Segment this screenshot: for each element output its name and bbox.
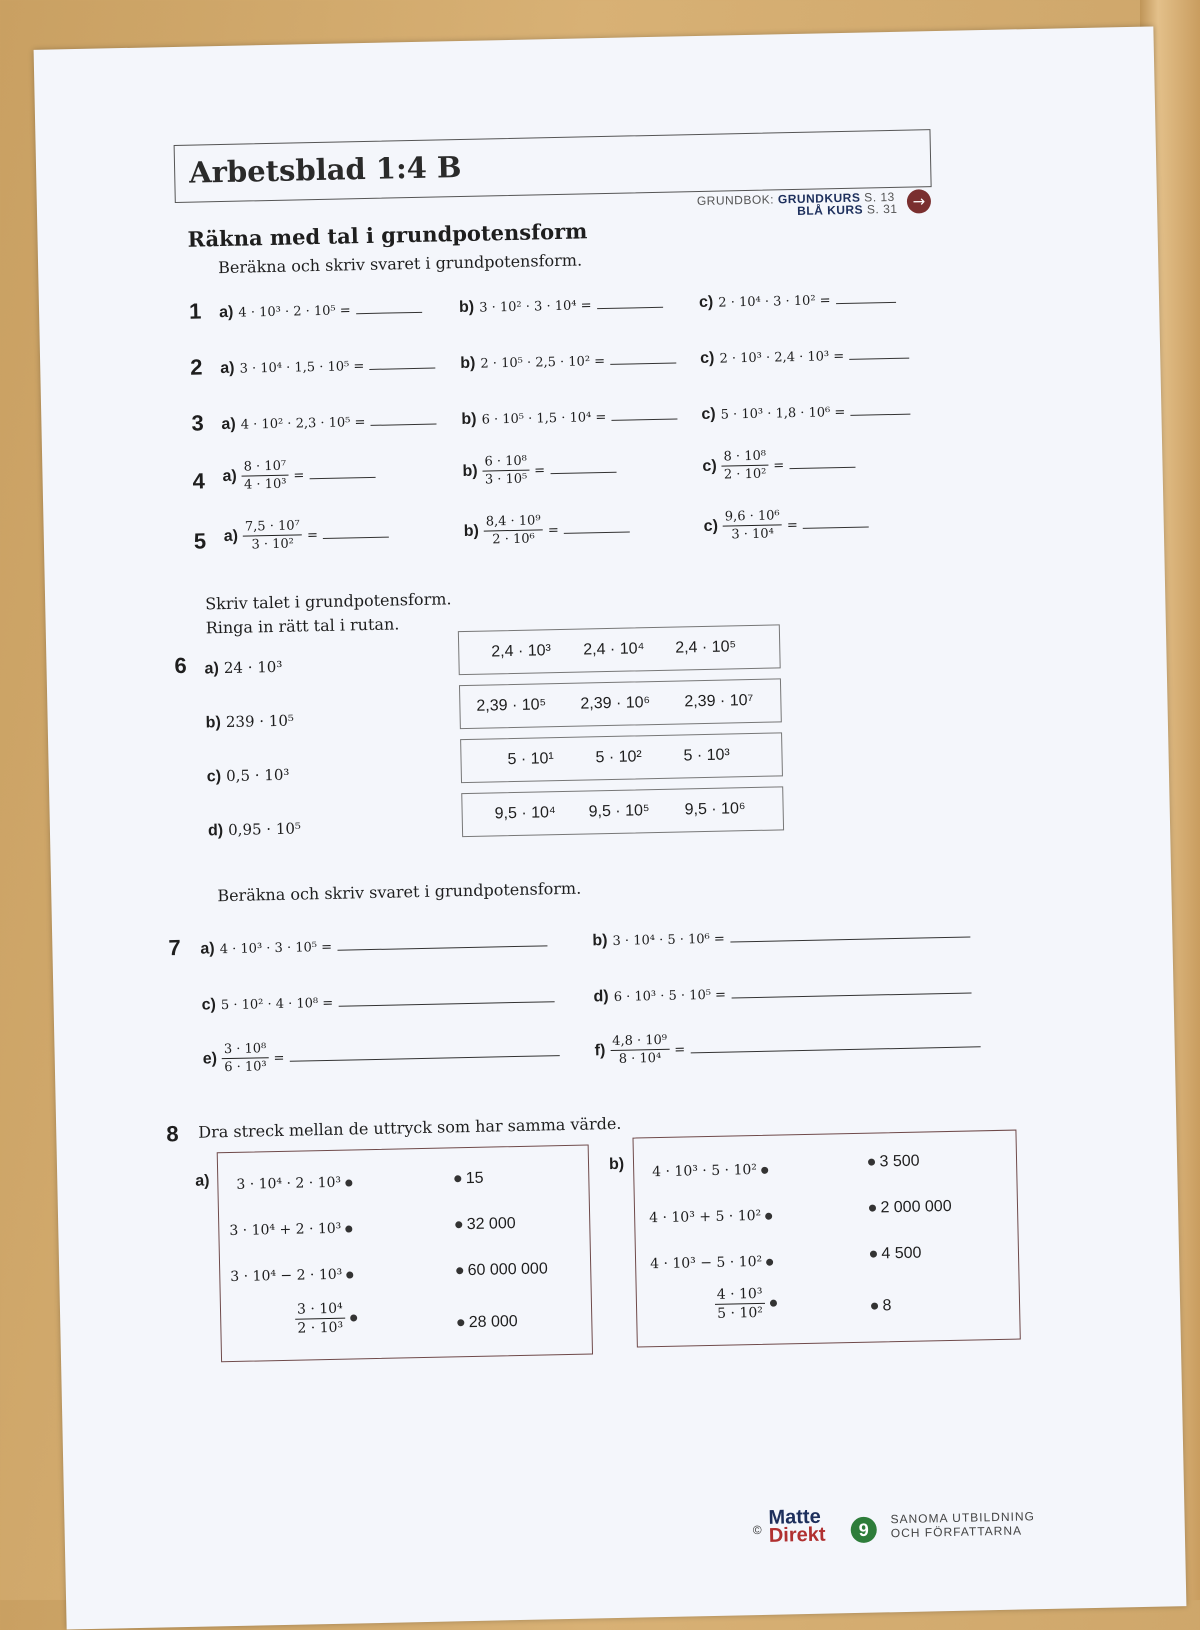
match-dot[interactable] [766, 1258, 773, 1265]
match-dot[interactable] [456, 1267, 463, 1274]
instruction-8: Dra streck mellan de uttryck som har samma värde. [198, 1113, 622, 1142]
answer-line[interactable] [803, 513, 869, 529]
problem-7f: f) $\frac{\text{4,8 · 10⁹}}{\text{8 · 10⁴}}$ = [594, 1026, 980, 1067]
match-dot[interactable] [347, 1271, 354, 1278]
match-left: $\frac{\text{3 · 10⁴}}{\text{2 · 10³}}$ [295, 1300, 358, 1336]
match-left: 4 · 10³ · 5 · 10² [652, 1162, 768, 1180]
match-right: 4 500 [870, 1245, 922, 1264]
match-dot[interactable] [457, 1319, 464, 1326]
problem-2c: c) 2 · 10³ · 2,4 · 10³ = [700, 344, 909, 368]
matching-box-8b [632, 1130, 1020, 1348]
problem-number-4: 4 [192, 468, 206, 494]
match-dot[interactable] [766, 1212, 773, 1219]
answer-line[interactable] [835, 288, 895, 304]
bla-kurs-page: S. 31 [866, 201, 898, 217]
choice-option[interactable]: 2,4 · 10⁴ [583, 640, 645, 659]
choice-option[interactable]: 5 · 10² [595, 748, 642, 767]
publisher-line-2: OCH FÖRFATTARNA [890, 1523, 1023, 1541]
match-dot[interactable] [871, 1303, 878, 1310]
answer-line[interactable] [849, 344, 909, 360]
problem-4b: b) $\frac{\text{6 · 10⁸}}{\text{3 · 10⁵}}$ = [462, 452, 616, 488]
answer-line[interactable] [610, 349, 676, 365]
problem-6b: b) 239 · 10⁵ [205, 711, 295, 732]
instruction-3: Beräkna och skriv svaret i grundpotensform. [217, 878, 582, 906]
publisher-line-1: SANOMA UTBILDNING [890, 1509, 1036, 1527]
answer-line[interactable] [730, 922, 970, 942]
problem-number-6: 6 [174, 652, 188, 679]
answer-line[interactable] [338, 987, 554, 1007]
match-dot[interactable] [770, 1300, 777, 1307]
match-left: 4 · 10³ − 5 · 10² [650, 1254, 774, 1273]
match-right: 2 000 000 [869, 1198, 952, 1218]
problem-5a: a) $\frac{\text{7,5 · 10⁷}}{\text{3 · 10²}}$ = [223, 517, 389, 553]
match-dot[interactable] [455, 1221, 462, 1228]
match-right: 3 500 [868, 1153, 920, 1172]
problem-3b: b) 6 · 10⁵ · 1,5 · 10⁴ = [461, 405, 677, 430]
problem-number-2: 2 [189, 354, 203, 380]
answer-line[interactable] [564, 518, 630, 534]
problem-number-1: 1 [188, 298, 202, 324]
match-right: 8 [871, 1297, 892, 1315]
instruction-2a: Skriv talet i grundpotensform. [205, 589, 452, 614]
worksheet-title: Arbetsblad 1:4 B [188, 149, 462, 190]
copyright-symbol: © [752, 1522, 762, 1538]
problem-4a: a) $\frac{\text{8 · 10⁷}}{\text{4 · 10³}}$ = [222, 457, 376, 493]
answer-line[interactable] [369, 354, 435, 370]
problem-6d: d) 0,95 · 10⁵ [207, 819, 302, 840]
choice-box-6b [459, 678, 782, 729]
choice-option[interactable]: 2,39 · 10⁵ [476, 696, 547, 715]
problem-1b: b) 3 · 10² · 3 · 10⁴ = [459, 293, 663, 317]
problem-3c: c) 5 · 10³ · 1,8 · 10⁶ = [701, 400, 910, 424]
problem-4c: c) $\frac{\text{8 · 10⁸}}{\text{2 · 10²}}$ = [702, 447, 856, 483]
matching-box-8a [217, 1145, 593, 1363]
section-title: Räkna med tal i grundpotensform [187, 218, 588, 252]
match-dot[interactable] [350, 1314, 357, 1321]
choice-box-6a [458, 624, 781, 675]
match-dot[interactable] [454, 1175, 461, 1182]
grade-badge: 9 [850, 1517, 877, 1544]
answer-line[interactable] [690, 1032, 980, 1053]
choice-option[interactable]: 2,39 · 10⁷ [684, 691, 754, 711]
grundkurs-label: GRUNDKURS [777, 190, 861, 207]
grundkurs-page: S. 13 [864, 189, 895, 205]
choice-option[interactable]: 9,5 · 10⁶ [684, 800, 746, 819]
problem-number-7: 7 [168, 935, 181, 961]
answer-line[interactable] [323, 523, 389, 539]
match-left: $\frac{\text{4 · 10³}}{\text{5 · 10²}}$ [715, 1286, 778, 1322]
problem-8b-label: b) [608, 1155, 625, 1174]
choice-box-6d [461, 786, 784, 837]
choice-box-6c [460, 732, 783, 783]
problem-number-8: 8 [166, 1121, 179, 1147]
grundbok-label: GRUNDBOK: [696, 192, 775, 209]
problem-8a-label: a) [195, 1172, 210, 1190]
match-left: 3 · 10⁴ · 2 · 10³ [236, 1174, 352, 1192]
match-dot[interactable] [868, 1159, 875, 1166]
matte-direkt-logo: Matte Direkt [768, 1505, 826, 1547]
problem-7e: e) $\frac{\text{3 · 10⁸}}{\text{6 · 10³}}$ = [202, 1035, 559, 1075]
choice-option[interactable]: 5 · 10¹ [507, 750, 554, 769]
answer-line[interactable] [370, 410, 436, 426]
problem-2a: a) 3 · 10⁴ · 1,5 · 10⁵ = [220, 354, 435, 379]
match-dot[interactable] [346, 1225, 353, 1232]
answer-line[interactable] [789, 453, 855, 469]
problem-1a: a) 4 · 10³ · 2 · 10⁵ = [219, 298, 422, 322]
answer-line[interactable] [356, 298, 422, 314]
match-right: 15 [454, 1170, 484, 1189]
worksheet-page [34, 26, 1187, 1629]
problem-6c: c) 0,5 · 10³ [206, 765, 290, 786]
answer-line[interactable] [550, 458, 616, 474]
answer-line[interactable] [337, 931, 547, 950]
problem-5c: c) $\frac{\text{9,6 · 10⁶}}{\text{3 · 10⁴}}$ = [703, 507, 869, 543]
choice-option[interactable]: 2,4 · 10³ [491, 642, 552, 661]
problem-7a: a) 4 · 10³ · 3 · 10⁵ = [200, 931, 547, 958]
problem-number-5: 5 [193, 528, 207, 554]
instruction-1: Beräkna och skriv svaret i grundpotensform. [217, 250, 583, 278]
answer-line[interactable] [309, 463, 375, 479]
problem-7c: c) 5 · 10² · 4 · 10⁸ = [201, 987, 554, 1014]
match-right: 32 000 [455, 1215, 516, 1234]
answer-line[interactable] [596, 293, 662, 309]
answer-line[interactable] [289, 1041, 559, 1062]
answer-line[interactable] [611, 405, 677, 421]
match-dot[interactable] [870, 1251, 877, 1258]
bla-kurs-reference [797, 202, 898, 218]
match-dot[interactable] [869, 1205, 876, 1212]
choice-option[interactable]: 9,5 · 10⁴ [494, 804, 556, 823]
problem-7b: b) 3 · 10⁴ · 5 · 10⁶ = [592, 922, 970, 950]
match-left: 3 · 10⁴ + 2 · 10³ [229, 1220, 353, 1239]
instruction-2b: Ringa in rätt tal i rutan. [205, 614, 400, 638]
problem-6a: a) 24 · 10³ [204, 657, 283, 678]
choice-option[interactable]: 9,5 · 10⁵ [588, 802, 650, 821]
problem-5b: b) $\frac{\text{8,4 · 10⁹}}{\text{2 · 10⁶}}$ = [463, 512, 630, 548]
problem-1c: c) 2 · 10⁴ · 3 · 10² = [699, 288, 896, 312]
choice-option[interactable]: 5 · 10³ [683, 746, 730, 765]
match-right: 60 000 000 [456, 1260, 548, 1280]
problem-7d: d) 6 · 10³ · 5 · 10⁵ = [593, 978, 971, 1006]
arrow-right-icon: → [907, 189, 931, 213]
choice-option[interactable]: 2,39 · 10⁶ [580, 694, 651, 713]
problem-2b: b) 2 · 10⁵ · 2,5 · 10² = [460, 349, 676, 374]
match-right: 28 000 [457, 1313, 518, 1332]
match-dot[interactable] [345, 1179, 352, 1186]
choice-option[interactable]: 2,4 · 10⁵ [675, 638, 737, 657]
bla-kurs-label: BLÅ KURS [796, 202, 864, 218]
problem-3a: a) 4 · 10² · 2,3 · 10⁵ = [221, 410, 436, 435]
match-left: 4 · 10³ + 5 · 10² [649, 1208, 773, 1227]
answer-line[interactable] [850, 400, 910, 416]
answer-line[interactable] [731, 978, 971, 998]
match-dot[interactable] [761, 1166, 768, 1173]
match-left: 3 · 10⁴ − 2 · 10³ [230, 1266, 354, 1285]
problem-number-3: 3 [191, 410, 204, 436]
